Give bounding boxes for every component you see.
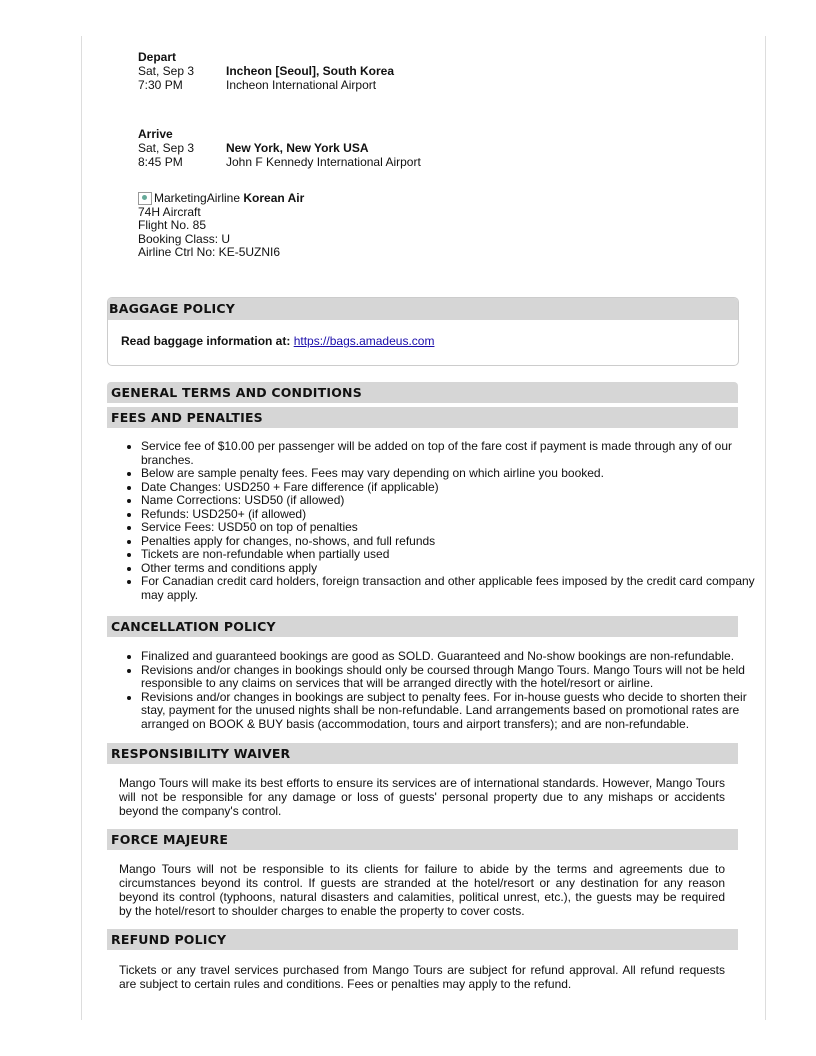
page-border-left xyxy=(81,36,82,1020)
list-item: • Date Changes: USD250 + Fare difference (if applicable) xyxy=(141,481,759,495)
cancellation-list xyxy=(122,650,759,731)
list-item: • Other terms and conditions apply xyxy=(141,562,759,576)
arrive-block xyxy=(138,127,421,169)
cancellation-title: CANCELLATION POLICY xyxy=(107,616,738,637)
force-majeure-text: Mango Tours will not be responsible to its clients for failure to abide by the terms and agreements due to circumstances beyond its control. If guests are stranded at the hotel/resort or any destination for any reason beyond its control (typhoons, natural disasters and calamities, political unrest, etc.), the guests may be required by the hotel/resort to shoulder charges to enable the property to cover costs. xyxy=(119,862,725,918)
arrive-date: Sat, Sep 3 xyxy=(138,141,195,155)
list-item: • Tickets are non-refundable when partially used xyxy=(141,548,759,562)
refund-text: Tickets or any travel services purchased from Mango Tours are subject for refund approval. All refund requests are subject to certain rules and conditions. Fees or penalties may apply to the refund. xyxy=(119,963,725,991)
fees-title: FEES AND PENALTIES xyxy=(107,407,738,428)
airline-logo-alt: MarketingAirline xyxy=(154,191,241,205)
list-item: • Revisions and/or changes in bookings are subject to penalty fees. For in-house guests who decide to shorten their stay, payment for the unused nights shall be non-refundable. Land arrangements based on promotional rates are arranged on BOOK & BUY basis (accommodation, tours and airport transfers); and are non-refundable. xyxy=(141,691,759,732)
depart-airport: Incheon International Airport xyxy=(226,78,377,92)
list-item: • For Canadian credit card holders, foreign transaction and other applicable fees imposed by the credit card company may apply. xyxy=(141,575,759,602)
airline-name: Korean Air xyxy=(243,191,305,205)
baggage-text: Read baggage information at: xyxy=(121,334,291,348)
airline-ctrl-no: Airline Ctrl No: KE-5UZNI6 xyxy=(138,245,281,259)
list-item: • Revisions and/or changes in bookings should only be coursed through Mango Tours. Mango Tours will not be held responsible to any claims on services that will be arranged directly with the hotel/resort or airline. xyxy=(141,664,759,691)
depart-date: Sat, Sep 3 xyxy=(138,64,195,78)
depart-city: Incheon [Seoul], South Korea xyxy=(226,64,395,78)
arrive-airport: John F Kennedy International Airport xyxy=(226,155,421,169)
force-majeure-title: FORCE MAJEURE xyxy=(107,829,738,850)
arrive-label: Arrive xyxy=(138,127,173,141)
depart-label: Depart xyxy=(138,50,177,64)
broken-image-icon xyxy=(138,192,152,205)
baggage-policy-box xyxy=(107,297,739,366)
arrive-time: 8:45 PM xyxy=(138,155,183,169)
booking-class: Booking Class: U xyxy=(138,231,231,246)
aircraft: 74H Aircraft xyxy=(138,204,201,219)
list-item: • Finalized and guaranteed bookings are good as SOLD. Guaranteed and No-show bookings are non-refundable. xyxy=(141,650,759,664)
baggage-link[interactable]: https://bags.amadeus.com xyxy=(293,334,435,348)
page-border-right xyxy=(765,36,766,1020)
general-terms-title: GENERAL TERMS AND CONDITIONS xyxy=(107,382,738,403)
list-item: • Below are sample penalty fees. Fees may vary depending on which airline you booked. xyxy=(141,467,759,481)
list-item: • Refunds: USD250+ (if allowed) xyxy=(141,508,759,522)
refund-title: REFUND POLICY xyxy=(107,929,738,950)
fees-list xyxy=(122,440,759,602)
arrive-city: New York, New York USA xyxy=(226,141,369,155)
airline-info xyxy=(138,192,304,260)
baggage-policy-title: BAGGAGE POLICY xyxy=(108,298,738,320)
list-item: • Service Fees: USD50 on top of penalties xyxy=(141,521,759,535)
depart-block xyxy=(138,50,394,92)
waiver-title: RESPONSIBILITY WAIVER xyxy=(107,743,738,764)
depart-time: 7:30 PM xyxy=(138,78,183,92)
waiver-text: Mango Tours will make its best efforts to ensure its services are of international standards. However, Mango Tours will not be responsible for any damage or loss of guests' personal property due to any mishaps or accidents beyond the company's control. xyxy=(119,776,725,818)
flight-number: Flight No. 85 xyxy=(138,218,207,232)
list-item: • Name Corrections: USD50 (if allowed) xyxy=(141,494,759,508)
list-item: • Penalties apply for changes, no-shows, and full refunds xyxy=(141,535,759,549)
list-item: • Service fee of $10.00 per passenger will be added on top of the fare cost if payment is made through any of our branches. xyxy=(141,440,759,467)
